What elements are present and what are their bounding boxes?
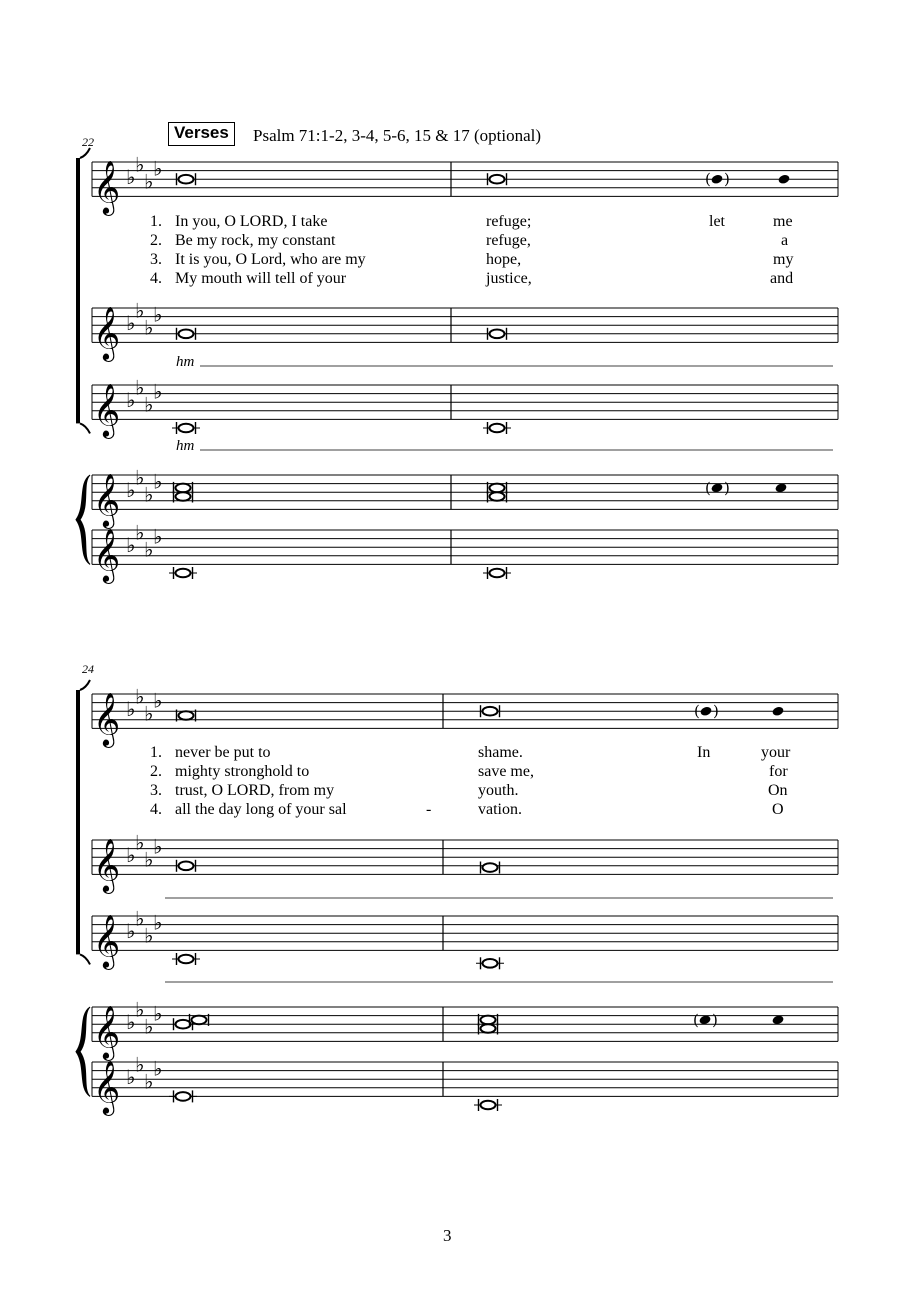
lyric-text: On <box>768 782 788 799</box>
verse-number: 4. <box>150 801 162 818</box>
flat-icon: ♭ <box>144 169 154 194</box>
lyric-text: a <box>781 232 789 249</box>
flat-icon: ♭ <box>126 697 136 722</box>
treble-clef-icon: 𝄞 <box>93 691 121 746</box>
paren-left: ( <box>694 702 700 721</box>
verse-number: 2. <box>150 232 162 249</box>
paren-right: ) <box>724 170 730 189</box>
flat-icon: ♭ <box>144 1069 154 1094</box>
flat-icon: ♭ <box>126 533 136 558</box>
flat-icon: ♭ <box>126 1010 136 1035</box>
flat-icon: ♭ <box>135 375 145 400</box>
breve-note-icon <box>179 711 194 720</box>
flat-icon: ♭ <box>135 298 145 323</box>
treble-clef-icon: 𝄞 <box>93 913 121 968</box>
flat-icon: ♭ <box>126 1065 136 1090</box>
measure-number-24: 24 <box>82 662 94 676</box>
verse-number: 3. <box>150 782 162 799</box>
paren-right: ) <box>724 478 730 497</box>
paren-right: ) <box>712 1010 718 1029</box>
flat-icon: ♭ <box>135 997 145 1022</box>
flat-icon: ♭ <box>144 847 154 872</box>
bracket-curl <box>80 680 90 690</box>
breve-note-icon <box>483 707 498 716</box>
breve-note-icon <box>481 1016 496 1025</box>
flat-icon: ♭ <box>126 919 136 944</box>
flat-icon: ♭ <box>153 1001 163 1026</box>
lyric-text: O <box>772 801 784 818</box>
breve-note-icon <box>176 569 191 578</box>
quarter-note-icon <box>710 174 723 185</box>
flat-icon: ♭ <box>144 701 154 726</box>
treble-clef-icon: 𝄞 <box>93 305 121 360</box>
breve-note-icon <box>490 569 505 578</box>
flat-icon: ♭ <box>126 843 136 868</box>
lyric-text: justice, <box>486 270 532 287</box>
breve-note-icon <box>490 175 505 184</box>
verses-label: Verses <box>168 122 235 146</box>
lyric-text: my <box>773 251 794 268</box>
flat-icon: ♭ <box>135 465 145 490</box>
breve-note-icon <box>483 863 498 872</box>
flat-icon: ♭ <box>153 469 163 494</box>
flat-icon: ♭ <box>126 478 136 503</box>
breve-note-icon <box>179 330 194 339</box>
lyric-text: In you, O LORD, I take <box>175 213 328 230</box>
lyric-hyphen: - <box>426 801 432 818</box>
treble-clef-icon: 𝄞 <box>93 1004 121 1059</box>
lyric-text: never be put to <box>175 744 271 761</box>
flat-icon: ♭ <box>135 906 145 931</box>
piano-brace <box>76 1007 90 1096</box>
treble-clef-icon: 𝄞 <box>93 1059 121 1114</box>
flat-icon: ♭ <box>153 302 163 327</box>
breve-note-icon <box>176 1020 191 1029</box>
flat-icon: ♭ <box>153 910 163 935</box>
lyric-text: trust, O LORD, from my <box>175 782 335 799</box>
breve-note-icon <box>179 424 194 433</box>
paren-right: ) <box>713 702 719 721</box>
quarter-note-icon <box>777 174 790 185</box>
lyric-text: save me, <box>478 763 534 780</box>
page-number: 3 <box>443 1226 452 1245</box>
lyric-text: refuge, <box>486 232 531 249</box>
lyric-text: all the day long of your sal <box>175 801 347 818</box>
flat-icon: ♭ <box>144 392 154 417</box>
breve-note-icon <box>490 484 505 493</box>
flat-icon: ♭ <box>135 152 145 177</box>
breve-note-icon <box>483 959 498 968</box>
breve-note-icon <box>481 1024 496 1033</box>
breve-note-icon <box>179 175 194 184</box>
verse-number: 1. <box>150 213 162 230</box>
flat-icon: ♭ <box>144 537 154 562</box>
lyric-text: vation. <box>478 801 522 818</box>
lyric-text: and <box>770 270 794 287</box>
flat-icon: ♭ <box>153 156 163 181</box>
hum-syllable: hm <box>176 438 195 454</box>
quarter-note-icon <box>699 706 712 717</box>
lyric-text: youth. <box>478 782 519 799</box>
verse-number: 1. <box>150 744 162 761</box>
breve-note-icon <box>490 424 505 433</box>
bracket-curl <box>80 954 90 964</box>
lyric-text: me <box>773 213 793 230</box>
system-bracket <box>76 690 80 954</box>
breve-note-icon <box>490 330 505 339</box>
treble-clef-icon: 𝄞 <box>93 159 121 214</box>
flat-icon: ♭ <box>144 482 154 507</box>
flat-icon: ♭ <box>153 379 163 404</box>
flat-icon: ♭ <box>135 520 145 545</box>
breve-note-icon <box>176 1092 191 1101</box>
flat-icon: ♭ <box>144 1014 154 1039</box>
flat-icon: ♭ <box>126 388 136 413</box>
flat-icon: ♭ <box>153 834 163 859</box>
breve-note-icon <box>176 484 191 493</box>
flat-icon: ♭ <box>153 524 163 549</box>
verse-number: 4. <box>150 270 162 287</box>
lyric-text: refuge; <box>486 213 532 230</box>
lyric-text: My mouth will tell of your <box>175 270 347 287</box>
treble-clef-icon: 𝄞 <box>93 382 121 437</box>
bracket-curl <box>80 423 90 433</box>
flat-icon: ♭ <box>135 830 145 855</box>
treble-clef-icon: 𝄞 <box>93 527 121 582</box>
lyric-text: hope, <box>486 251 522 268</box>
piano-brace <box>76 475 90 564</box>
system-bracket <box>76 158 80 423</box>
paren-left: ( <box>693 1010 699 1029</box>
breve-note-icon <box>176 492 191 501</box>
breve-note-icon <box>490 492 505 501</box>
lyric-text: It is you, O Lord, who are my <box>175 251 366 268</box>
flat-icon: ♭ <box>144 923 154 948</box>
quarter-note-icon <box>771 706 784 717</box>
flat-icon: ♭ <box>153 1056 163 1081</box>
measure-number-22: 22 <box>82 135 94 149</box>
verse-number: 3. <box>150 251 162 268</box>
treble-clef-icon: 𝄞 <box>93 837 121 892</box>
lyric-text: for <box>769 763 788 780</box>
breve-note-icon <box>179 862 194 871</box>
lyric-text: let <box>709 213 725 230</box>
hum-syllable: hm <box>176 354 195 370</box>
flat-icon: ♭ <box>135 1052 145 1077</box>
breve-note-icon <box>481 1101 496 1110</box>
psalm-reference: Psalm 71:1-2, 3-4, 5-6, 15 & 17 (optional) <box>253 126 542 145</box>
paren-left: ( <box>705 478 711 497</box>
flat-icon: ♭ <box>144 315 154 340</box>
flat-icon: ♭ <box>126 165 136 190</box>
lyric-text: In <box>697 744 711 761</box>
breve-note-icon <box>192 1016 207 1025</box>
flat-icon: ♭ <box>153 688 163 713</box>
flat-icon: ♭ <box>126 311 136 336</box>
flat-icon: ♭ <box>135 684 145 709</box>
lyric-text: Be my rock, my constant <box>175 232 336 249</box>
breve-note-icon <box>179 955 194 964</box>
lyric-text: mighty stronghold to <box>175 763 310 780</box>
treble-clef-icon: 𝄞 <box>93 472 121 527</box>
verse-number: 2. <box>150 763 162 780</box>
lyric-text: shame. <box>478 744 523 761</box>
paren-left: ( <box>705 170 711 189</box>
lyric-text: your <box>761 744 791 761</box>
